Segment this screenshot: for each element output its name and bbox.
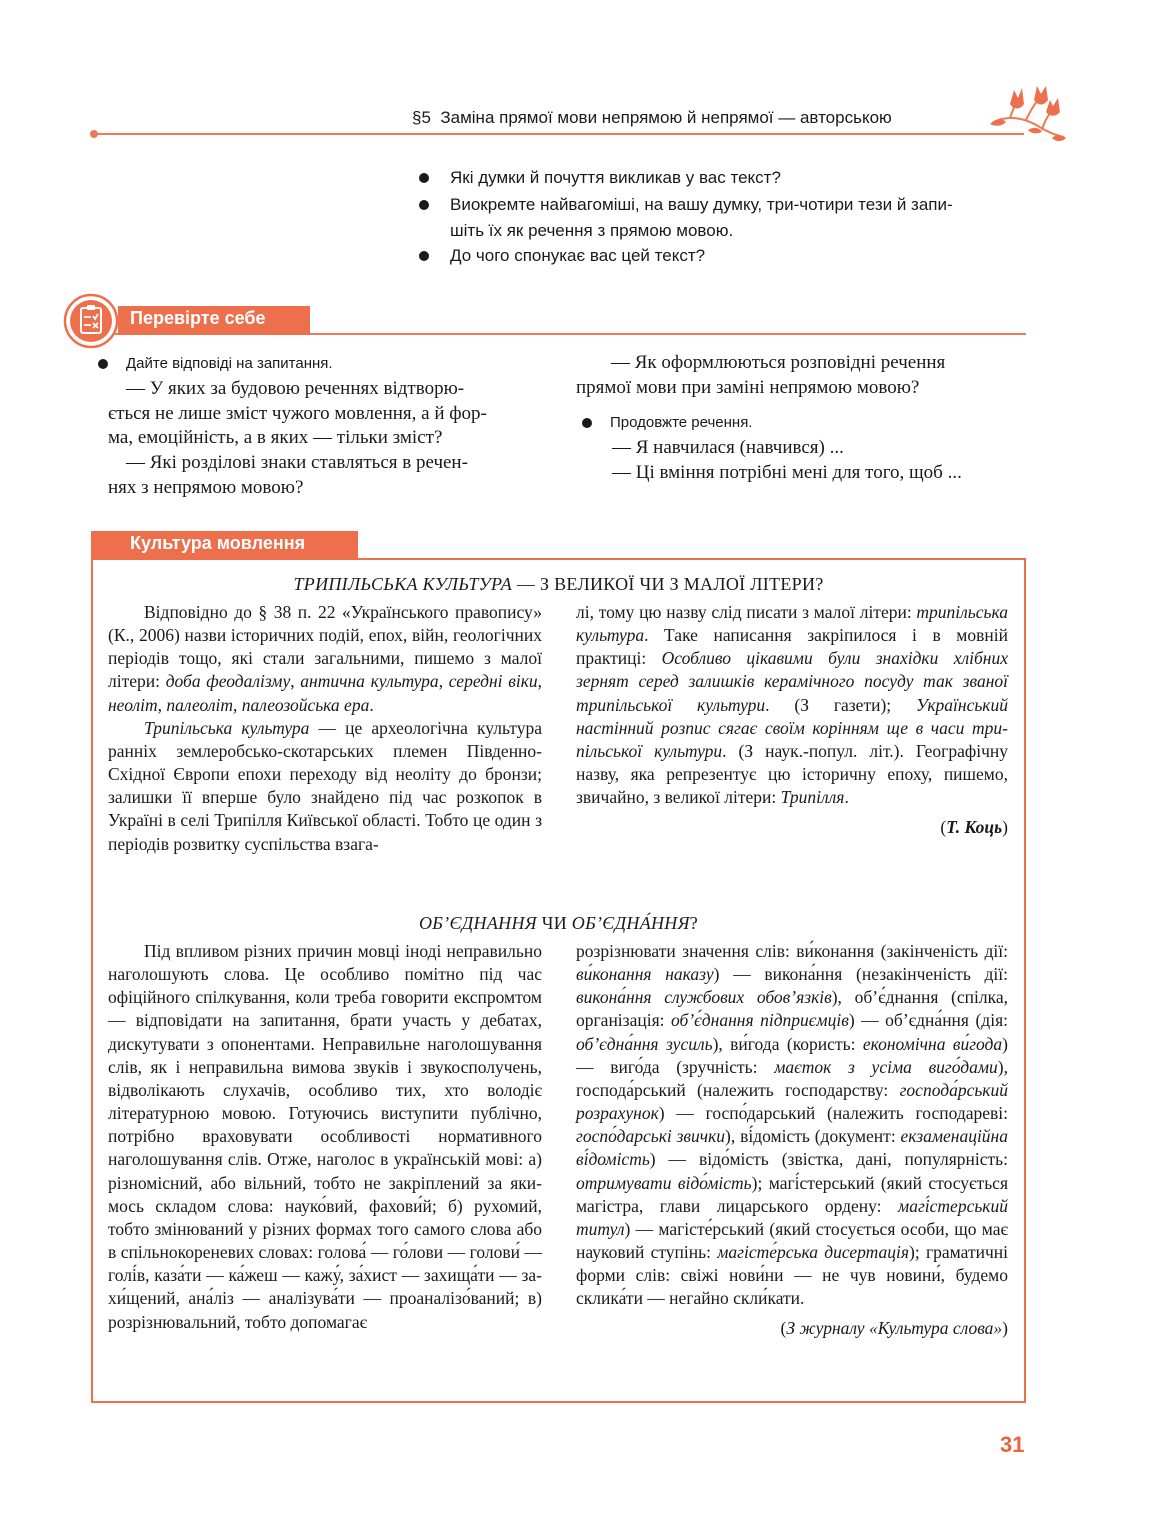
bullet-icon	[419, 173, 429, 183]
page-number: 31	[1000, 1432, 1025, 1457]
article-heading-stress: ОБ’ЄДНАННЯ ЧИ ОБ’ЄДНА́ННЯ?	[418, 913, 699, 933]
header-rule-dot	[90, 130, 98, 138]
check-section-title: Перевірте себе	[130, 308, 266, 328]
section-title: Заміна прямої мови непрямою й непрямої — авторською	[440, 108, 892, 127]
check-questions-left: — У яких за будовою реченнях відтворю- ється не лише зміст чужого мовлення, а й фор- ма, емоційність, а в яких — тільки зміст? — Які розділові знаки ставляться в речен- нях з непрямою мовою?	[108, 378, 487, 498]
continue-sentences: — Я навчилася (навчився) ... — Ці вміння потрібні мені для того, щоб ...	[612, 437, 962, 483]
question-item: Які думки й почуття викликав у вас текст?	[450, 165, 1025, 191]
article2-column-right: розрізнювати значення слів: ви́конання (закінченість дії: ви́конання наказу) — викона́ння (незакінченість дії: викона́ння службових обов’язків), об’є́днання (спілка, організація: об’є́днання підприємців) — об’єдна́ння (дія: об’єдна́ння зусиль), ви́года (користь: економічна ви́года) — виго́да (зручність: маєток з усіма виго́дами), господа́рський (належить господарству: господа́рський розрахунок) — госпо́дарський (належить господареві: госпо́дарські звички), ві́домість (документ: екзаменаційна ві́домість) — відо́мість (звістка, дані, популярність: отримувати відо́мість); магі́стерський (який стосується магістра, глави лицарського ордену: магі́стерський титул) — магісте́рський (який стосується особи, що має науковий ступінь: магісте́рська дисертація); граматичні форми слів: свіжі нови́ни — не чув новини́, будемо склика́ти — негайно скли́кати. (З журналу «Культура слова»)	[576, 941, 1009, 1338]
article-heading-trypillia: ТРИПІЛЬСЬКА КУЛЬТУРА — З ВЕЛИКОЇ ЧИ З МАЛОЇ ЛІТЕРИ?	[293, 574, 824, 594]
source-journal: З журналу «Культура слова»	[786, 1317, 1003, 1338]
task-answer-questions: Дайте відповіді на запитання.	[126, 353, 333, 375]
task-continue-sentences: Продовжте речення.	[610, 412, 752, 434]
question-item: Виокремте найвагоміші, на вашу думку, три-чотири тези й запи- шіть їх як речення з прямою мовою.	[450, 192, 1028, 244]
running-header	[412, 108, 892, 128]
source-author: Т. Коць	[946, 817, 1003, 838]
bullet-icon	[419, 200, 429, 210]
bullet-icon	[98, 359, 108, 369]
culture-section-title: Культура мовлення	[130, 533, 306, 553]
bullet-icon	[419, 251, 429, 261]
bullet-icon	[582, 418, 592, 428]
header-rule	[94, 133, 1024, 135]
section-number: §5	[412, 108, 431, 127]
flower-decoration-icon	[990, 86, 1066, 144]
check-questions-right: — Як оформлюються розповідні речення прямої мови при заміні непрямою мовою?	[576, 352, 946, 398]
question-item: До чого спонукає вас цей текст?	[450, 243, 1025, 269]
article2-column-left: Під впливом різних причин мовці іноді неправильно наголошують слова. Це особливо помітно під час офіційного спілкування, коли треба говорити експромтом — відповідати на запитання, брати участь у дебатах, дискутувати з опонентами. Неправильне наголошування слів, як і неправильна вимова звуків і звукосполучень, відволікають слухачів, особливо тих, хто володіє літературною мовою. Готуючись виступити публічно, потрібно враховувати особливості нормативного наголошування слів. Отже, наголос в українській мові: а) різномісний, або вільний, тобто не закріплений за якимось складом слова: науко́вий, фахови́й; б) рухомий, тобто змінюваний у різних формах того самого слова або в спільнокореневих словах: голова́ — го́лови — голови́ — голі́в, каза́ти — ка́жеш — кажу́, за́хист — захища́ти — захи́щений, ана́ліз — аналізува́ти — проаналізо́ваний; в) розрізнювальний, тобто допомагає	[108, 941, 542, 1332]
checklist-icon	[63, 293, 119, 349]
article1-column-left: Відповідно до § 38 п. 22 «Українського правопису» (К., 2006) назви історичних подій, епох, війн, геологічних періодів тощо, які стали загальними, пишемо з малої літери: доба феодалізму, антична культура, середні віки, неоліт, палеоліт, палеозойська ера. Трипільська культура — це археологічна культура ранніх землеробсько-скотарських племен Південно-Східної Європи епохи переходу від неоліту до бронзи; залишки її вперше було знайдено під час розкопок в Україні в селі Трипілля Київської області. Тобто це один з періодів розвитку суспільства взага-	[108, 602, 543, 854]
article1-column-right: лі, тому цю назву слід писати з малої літери: трипільська культура. Таке написання закріпилося і в мовній практиці: Особливо цікавими були знахідки хлібних зернят серед залишків керамічного посуду так званої трипільської культури. (З газети); Український настінний розпис сягає своїм корінням ще в часи трипільської культури. (З наук.-попул. літ.). Географічну назву, яка репрезентує цю історичну епоху, пишемо, звичайно, з великої літери: Трипілля. (Т. Коць)	[576, 602, 1009, 838]
